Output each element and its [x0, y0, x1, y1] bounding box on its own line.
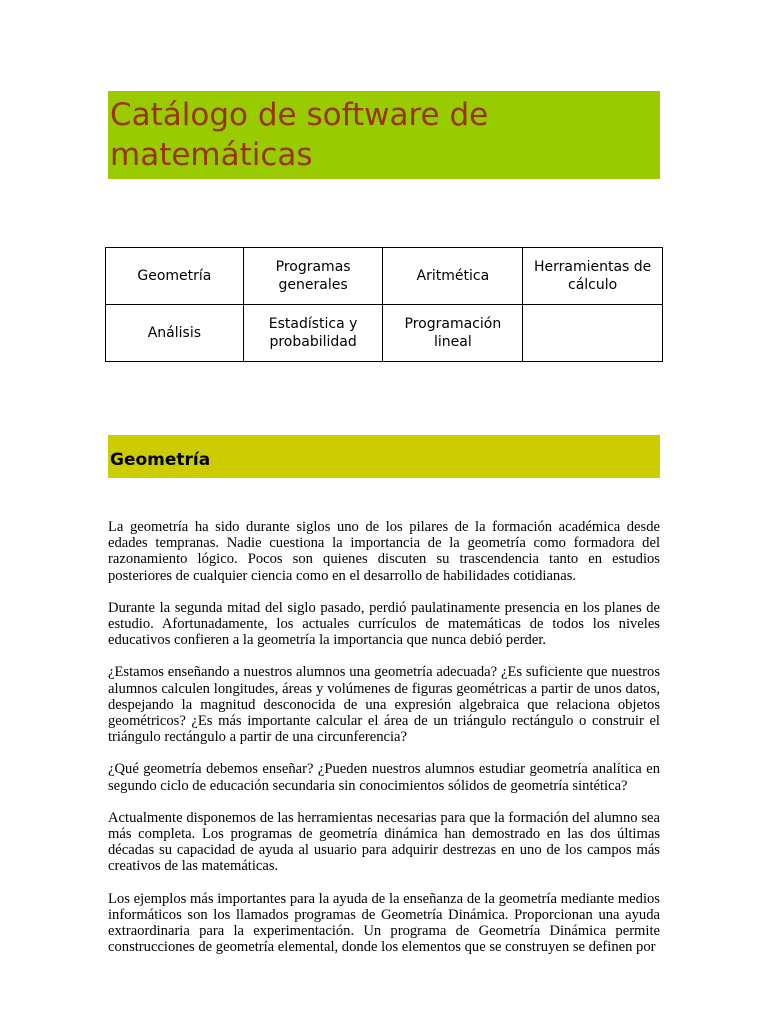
title-banner — [108, 91, 660, 179]
catalog-cell-geometria: Geometría — [106, 248, 244, 305]
paragraph: ¿Estamos enseñando a nuestros alumnos una geometría adecuada? ¿Es suficiente que nuestros alumnos calculen longitudes, áreas y volúmenes de figuras geométricas a partir de unos datos, despejando la magnitud desconocida de una expresión algebraica que relaciona objetos geométricos? ¿Es más importante calcular el área de un triángulo rectángulo o construir el triángulo rectángulo a partir de una circunferencia? — [108, 664, 660, 746]
document-title: Catálogo de software de matemáticas — [110, 97, 489, 173]
table-row — [106, 248, 663, 305]
catalog-table — [105, 247, 663, 362]
paragraph: Actualmente disponemos de las herramientas necesarias para que la formación del alumno sea más completa. Los programas de geometría dinámica han demostrado en las dos últimas décadas su capacidad de ayuda al usuario para adquirir destrezas en uno de los campos más creativos de las matemáticas. — [108, 809, 660, 875]
catalog-cell-analisis: Análisis — [106, 305, 244, 362]
body-text — [108, 519, 660, 971]
catalog-cell-programacion-lineal: Programación lineal — [383, 305, 523, 362]
catalog-cell-empty — [523, 305, 663, 362]
paragraph: Durante la segunda mitad del siglo pasado, perdió paulatinamente presencia en los planes de estudio. Afortunadamente, los actuales currículos de matemáticas de todos los niveles educativos confieren a la geometría la importancia que nunca debió perder. — [108, 599, 660, 649]
paragraph: La geometría ha sido durante siglos uno de los pilares de la formación académica desde edades tempranas. Nadie cuestiona la importancia de la geometría como formadora del razonamiento lógico. Pocos son quienes discuten su trascendencia tanto en estudios posteriores de cualquier ciencia como en el desarrollo de habilidades cotidianas. — [108, 519, 660, 584]
catalog-cell-estadistica: Estadística y probabilidad — [243, 305, 383, 362]
catalog-cell-aritmetica: Aritmética — [383, 248, 523, 305]
catalog-cell-programas-generales: Programas generales — [243, 248, 383, 305]
table-row — [106, 305, 663, 362]
paragraph: Los ejemplos más importantes para la ayuda de la enseñanza de la geometría mediante medios informáticos son los llamados programas de Geometría Dinámica. Proporcionan una ayuda extraordinaria para la experimentación. Un programa de Geometría Dinámica permite construcciones de geometría elemental, donde los elementos que se construyen se definen por — [108, 890, 660, 956]
paragraph: ¿Qué geometría debemos enseñar? ¿Pueden nuestros alumnos estudiar geometría analítica en segundo ciclo de educación secundaria sin conocimientos sólidos de geometría sintética? — [108, 761, 660, 794]
catalog-cell-herramientas-de-calculo: Herramientas de cálculo — [523, 248, 663, 305]
section-heading: Geometría — [110, 450, 211, 470]
section-banner — [108, 435, 660, 478]
